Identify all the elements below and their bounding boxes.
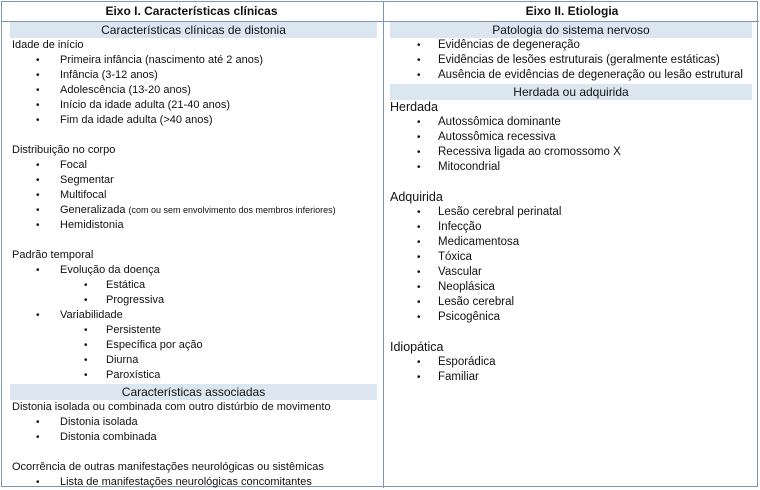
bullet-icon: • [417, 252, 421, 263]
item-text: Evidências de degeneração [438, 39, 580, 51]
item-text: Padrão temporal [12, 249, 94, 261]
item-text: Ocorrência de outras manifestações neurológicas ou sistêmicas [12, 461, 324, 473]
list-item [0, 218, 383, 233]
subheading [384, 100, 760, 115]
list-item [384, 370, 760, 385]
item-text: Adolescência (13-20 anos) [60, 84, 191, 96]
bullet-icon: • [417, 207, 421, 218]
list-item [0, 278, 383, 293]
bullet-icon: • [36, 205, 40, 216]
item-text: Diurna [106, 354, 139, 366]
list-item [0, 203, 383, 218]
bullet-icon: • [84, 370, 88, 381]
item-text: Hemidistonia [60, 219, 124, 231]
bullet-icon: • [417, 297, 421, 308]
item-text: Idiopática [390, 340, 444, 354]
item-text: Adquirida [390, 190, 443, 204]
list-item [0, 368, 383, 383]
item-text: Estática [106, 279, 146, 291]
list-item [0, 415, 383, 430]
bullet-icon: • [84, 355, 88, 366]
item-text: Lesão cerebral [438, 296, 515, 308]
list-item [384, 295, 760, 310]
list-item [384, 235, 760, 250]
bullet-icon: • [36, 55, 40, 66]
spacer [384, 175, 760, 190]
item-text: Focal [60, 159, 87, 171]
item-text: Variabilidade [60, 309, 123, 321]
bullet-icon: • [36, 190, 40, 201]
subheading [0, 38, 383, 53]
subheading [384, 190, 760, 205]
subheading [0, 460, 383, 475]
list-item [0, 323, 383, 338]
bullet-icon: • [417, 372, 421, 383]
list-item [384, 145, 760, 160]
item-text: Lista de manifestações neurológicas concomitantes [60, 476, 312, 488]
list-item [0, 83, 383, 98]
item-text: Neoplásica [438, 281, 495, 293]
list-item [0, 353, 383, 368]
bullet-icon: • [84, 280, 88, 291]
list-item [384, 205, 760, 220]
list-item [0, 113, 383, 128]
bullet-icon: • [36, 265, 40, 276]
bullet-icon: • [417, 117, 421, 128]
item-text: Mitocondrial [438, 161, 500, 173]
list-item [0, 338, 383, 353]
item-text: Evidências de lesões estruturais (geralmente estáticas) [438, 54, 720, 66]
list-item [384, 280, 760, 295]
list-item [0, 53, 383, 68]
list-item [0, 158, 383, 173]
list-item [0, 308, 383, 323]
subheading [384, 340, 760, 355]
bullet-icon: • [84, 295, 88, 306]
item-text: Persistente [106, 324, 162, 336]
list-item [384, 38, 760, 53]
list-item [0, 475, 383, 490]
bullet-icon: • [417, 282, 421, 293]
item-text: Infecção [438, 221, 482, 233]
item-text: Tóxica [438, 251, 472, 263]
item-text: Familiar [438, 371, 479, 383]
item-text: Multifocal [60, 189, 107, 201]
bullet-icon: • [36, 220, 40, 231]
list-item [384, 355, 760, 370]
list-item [0, 430, 383, 445]
bullet-icon: • [36, 70, 40, 81]
axis-2-column [384, 0, 760, 385]
bullet-icon: • [417, 132, 421, 143]
item-text: Autossômica dominante [438, 116, 561, 128]
bullet-icon: • [36, 477, 40, 488]
item-text: Lesão cerebral perinatal [438, 206, 562, 218]
spacer [0, 445, 383, 460]
bullet-icon: • [36, 160, 40, 171]
item-text: Evolução da doença [60, 264, 160, 276]
subheading [0, 143, 383, 158]
bullet-icon: • [84, 340, 88, 351]
item-text: Generalizada [60, 204, 126, 216]
item-text: Psicogênica [438, 311, 501, 323]
bullet-icon: • [417, 40, 421, 51]
bullet-icon: • [36, 100, 40, 111]
list-item [384, 130, 760, 145]
item-text: Autossômica recessiva [438, 131, 556, 143]
item-text: Progressiva [106, 294, 165, 306]
list-item [384, 250, 760, 265]
bullet-icon: • [417, 147, 421, 158]
axis-1-title: Eixo I. Características clínicas [105, 4, 278, 18]
bullet-icon: • [36, 417, 40, 428]
item-text: Esporádica [438, 356, 496, 368]
bullet-icon: • [36, 85, 40, 96]
list-item [384, 160, 760, 175]
spacer [0, 128, 383, 143]
list-item [384, 68, 760, 83]
item-text: Recessiva ligada ao cromossomo X [438, 146, 621, 158]
bullet-icon: • [36, 115, 40, 126]
section-header: Herdada ou adquirida [390, 84, 752, 100]
list-item [384, 265, 760, 280]
item-text: Infância (3-12 anos) [60, 69, 158, 81]
item-text: Segmentar [60, 174, 114, 186]
item-text: Medicamentosa [438, 236, 520, 248]
list-item [0, 263, 383, 278]
section-header: Características associadas [10, 384, 377, 400]
list-item [384, 53, 760, 68]
axis-2-title: Eixo II. Etiologia [525, 4, 619, 18]
bullet-icon: • [417, 162, 421, 173]
list-item [0, 293, 383, 308]
section-header: Patologia do sistema nervoso [390, 22, 752, 38]
bullet-icon: • [417, 222, 421, 233]
item-text: Paroxística [106, 369, 161, 381]
bullet-icon: • [417, 357, 421, 368]
list-item [384, 115, 760, 130]
item-text: Ausência de evidências de degeneração ou lesão estrutural [438, 69, 743, 81]
item-text: Distonia isolada ou combinada com outro distúrbio de movimento [12, 401, 331, 413]
bullet-icon: • [417, 267, 421, 278]
subheading [0, 400, 383, 415]
item-text: Início da idade adulta (21-40 anos) [60, 99, 231, 111]
item-text: Distribuição no corpo [12, 144, 116, 156]
list-item [0, 68, 383, 83]
spacer [384, 325, 760, 340]
list-item [384, 220, 760, 235]
bullet-icon: • [36, 175, 40, 186]
item-text: Primeira infância (nascimento até 2 anos) [60, 54, 263, 66]
section-header: Características clínicas de distonia [10, 22, 377, 38]
spacer [0, 233, 383, 248]
item-text: Distonia isolada [60, 416, 138, 428]
subheading [0, 248, 383, 263]
bullet-icon: • [417, 237, 421, 248]
bullet-icon: • [84, 325, 88, 336]
list-item [0, 188, 383, 203]
item-text: Distonia combinada [60, 431, 157, 443]
list-item [0, 98, 383, 113]
bullet-icon: • [36, 432, 40, 443]
item-text: Fim da idade adulta (>40 anos) [60, 114, 213, 126]
item-note: (com ou sem envolvimento dos membros inferiores) [128, 205, 336, 215]
item-text: Específica por ação [106, 339, 203, 351]
bullet-icon: • [36, 310, 40, 321]
bullet-icon: • [417, 312, 421, 323]
bullet-icon: • [417, 70, 421, 81]
item-text: Idade de início [12, 39, 84, 51]
item-text: Vascular [438, 266, 482, 278]
bullet-icon: • [417, 55, 421, 66]
list-item [0, 173, 383, 188]
item-text: Herdada [390, 100, 438, 114]
list-item [384, 310, 760, 325]
